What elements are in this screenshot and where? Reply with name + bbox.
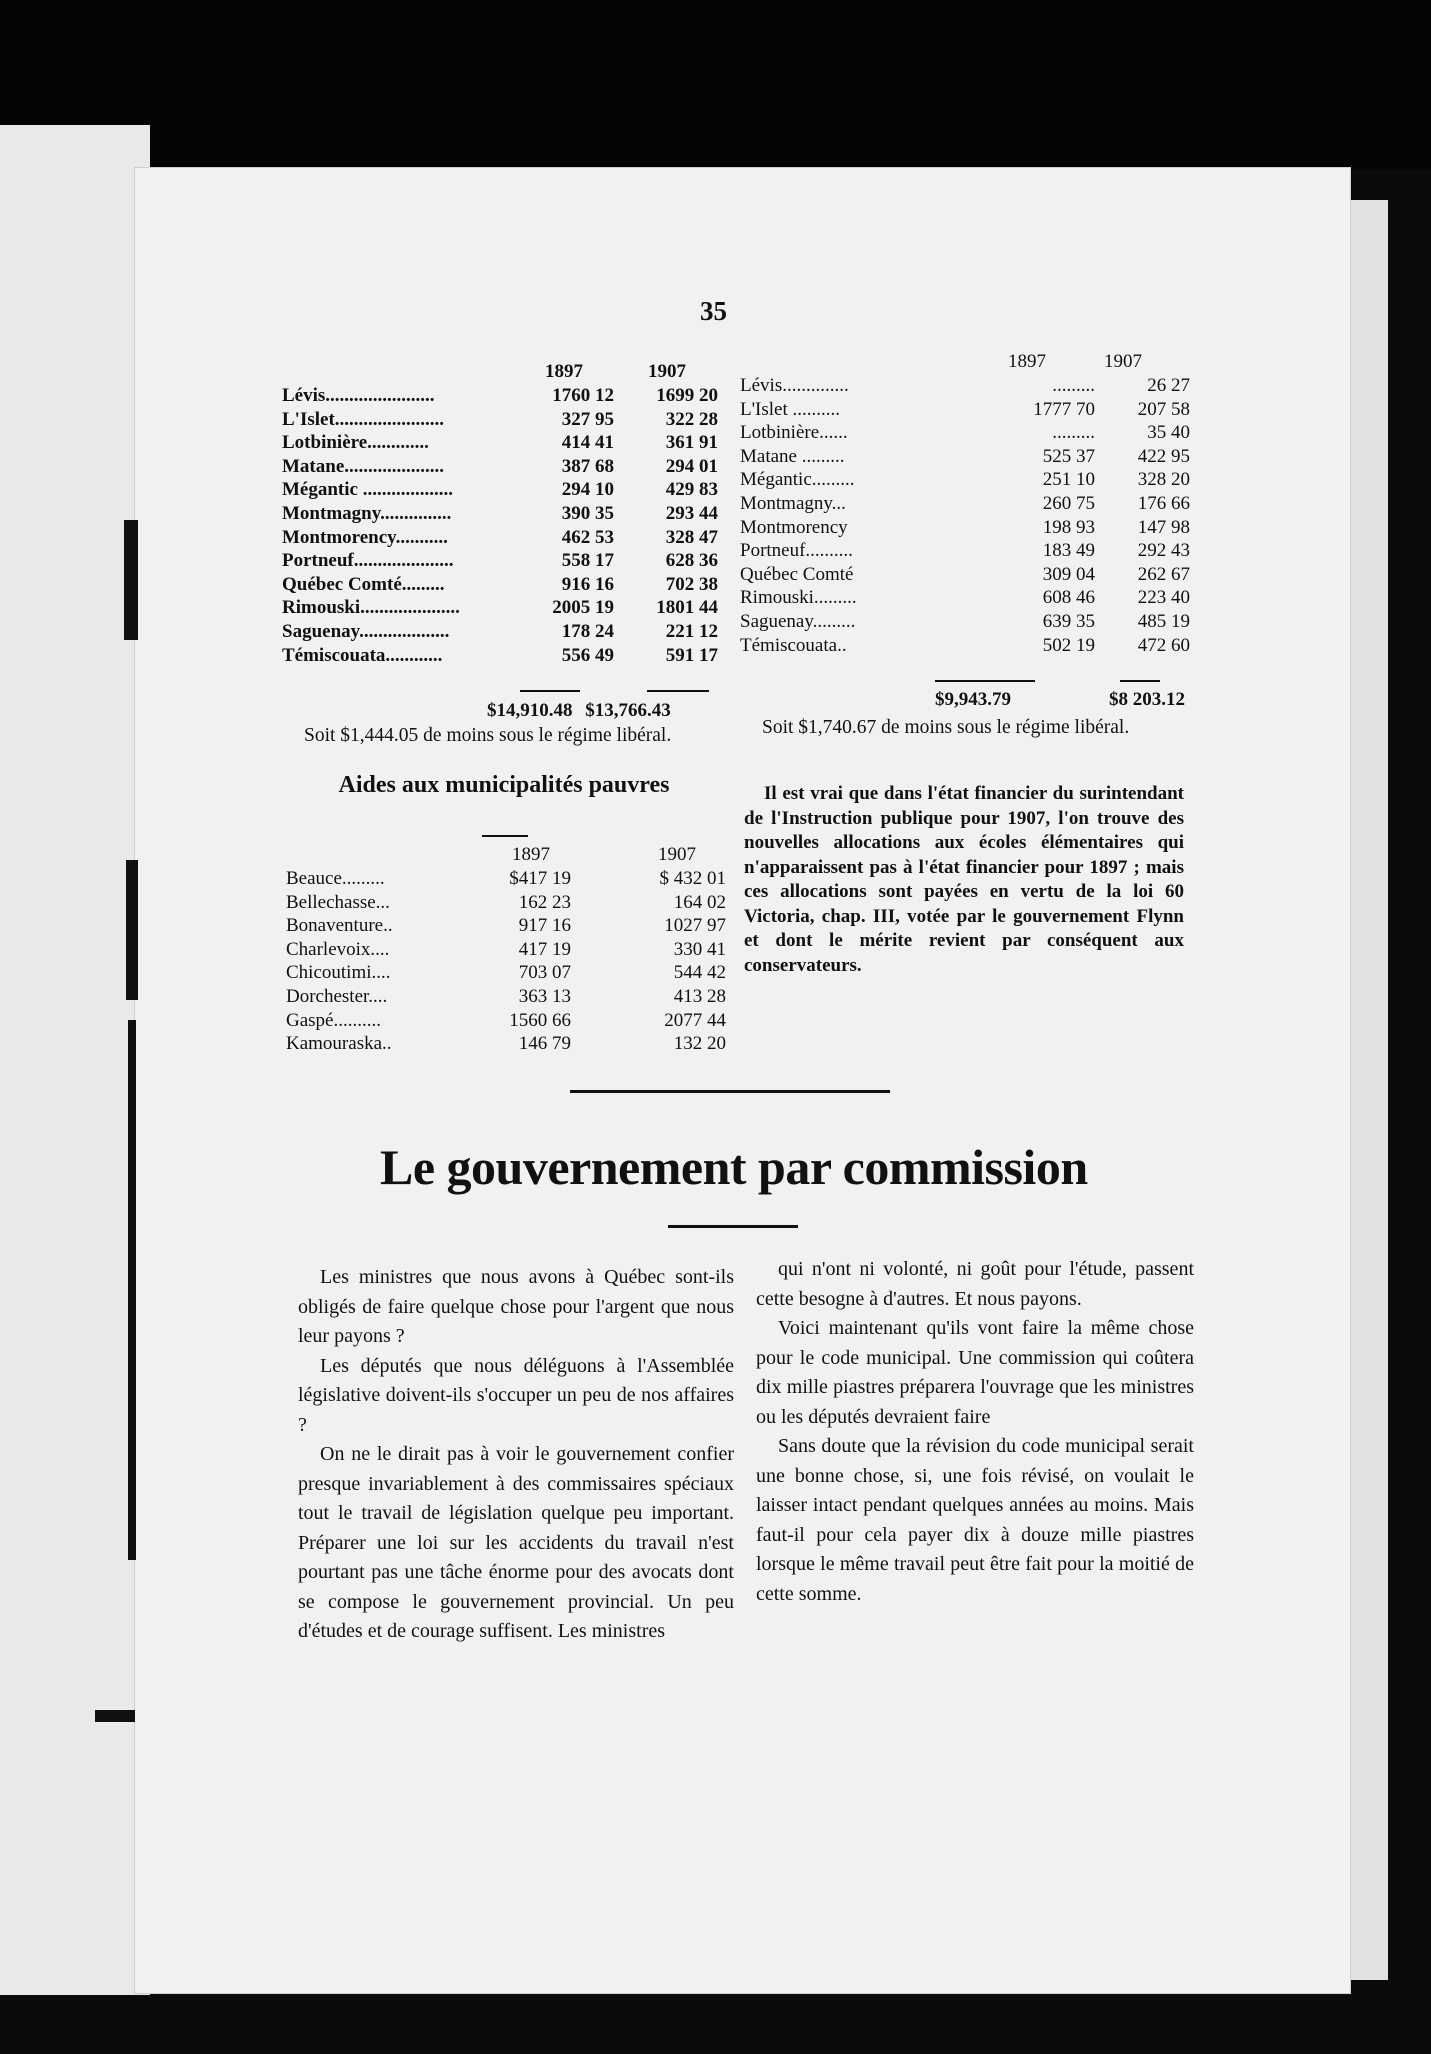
row-name: Montmagny... [740, 493, 846, 514]
row-name: Chicoutimi.... [286, 962, 391, 984]
row-name: Matane ......... [740, 445, 845, 467]
row-name: Rimouski......... [740, 587, 857, 609]
row-value-1907: 628 36 [665, 550, 718, 572]
row-name: Mégantic......... [740, 469, 855, 491]
row-value-1897: 1777 70 [1033, 398, 1095, 420]
row-value-1897: 462 53 [561, 526, 614, 548]
right-table-rule [935, 680, 1035, 682]
row-value-1897: 294 10 [561, 479, 614, 501]
table-row [282, 644, 732, 668]
row-value-1897: 1760 12 [552, 385, 614, 406]
right-table [740, 350, 1190, 690]
left-table-totals [487, 700, 671, 722]
table-row [740, 516, 1190, 540]
row-value-1897: ......... [1052, 422, 1095, 444]
table-row [282, 502, 732, 526]
binding-mark [124, 520, 138, 640]
row-value-1897: 608 46 [1042, 587, 1095, 609]
row-value-1907: 147 98 [1137, 516, 1190, 538]
row-value-1907: 164 02 [673, 891, 726, 913]
left-total-1897: $14,910.48 [487, 700, 573, 721]
row-value-1897: 558 17 [561, 550, 614, 572]
row-value-1907: 207 58 [1137, 398, 1190, 420]
section-top-rule [570, 1090, 890, 1093]
binding-mark [126, 860, 138, 1000]
right-table-header-1897: 1897 [1008, 351, 1046, 372]
table-row [282, 526, 732, 550]
row-value-1907: 1801 44 [656, 597, 718, 619]
row-name: Québec Comté [740, 563, 854, 585]
row-value-1907: 132 20 [673, 1033, 726, 1055]
body-right-paragraph: Voici maintenant qu'ils vont faire la même chose pour le code municipal. Une commission qui coûtera dix mille piastres préparera l'ouvrage que les ministres ou les députés devraient faire [756, 1317, 1194, 1428]
row-name: Charlevoix.... [286, 938, 390, 960]
right-total-1907: $8 203.12 [1109, 689, 1185, 710]
body-right-column [756, 1255, 1194, 1609]
left-table-header-1907: 1907 [648, 361, 686, 382]
row-value-1897: 502 19 [1042, 634, 1095, 656]
row-value-1907: 262 67 [1137, 563, 1190, 585]
row-name: Rimouski..................... [282, 597, 460, 619]
table-row [740, 610, 1190, 634]
left-table [282, 360, 732, 700]
row-value-1907: 221 12 [665, 621, 718, 642]
section-title: Le gouvernement par commission [380, 1139, 1088, 1195]
row-name: Témiscouata.. [740, 634, 847, 656]
row-value-1897: 1560 66 [509, 1009, 571, 1031]
row-value-1907: 413 28 [673, 986, 726, 1007]
page-shadow [1348, 200, 1388, 1980]
table-row [740, 445, 1190, 469]
left-table-note-text: Soit $1,444.05 de moins sous le régime libéral. [304, 725, 672, 746]
table-row [282, 596, 732, 620]
row-value-1907: 485 19 [1137, 611, 1190, 632]
body-left-paragraph: On ne le dirait pas à voir le gouvernement confier presque invariablement à des commissaires spéciaux tout le travail de législation quelque peu important. Préparer une loi sur les accidents du travail n'est pourtant pas une tâche énorme pour des avocats dont se compose le gouvernement provincial. Un peu d'études et de courage suffisent. Les ministres [298, 1443, 734, 1642]
row-value-1897: 178 24 [561, 621, 614, 642]
row-value-1897: 417 19 [518, 938, 571, 960]
row-value-1897: ......... [1052, 375, 1095, 396]
table-row [282, 455, 732, 479]
row-value-1907: 328 20 [1137, 469, 1190, 491]
right-table-header-1907: 1907 [1104, 351, 1142, 372]
table-row [286, 891, 736, 915]
row-value-1897: 703 07 [518, 962, 571, 984]
table-row [740, 563, 1190, 587]
row-name: Saguenay................... [282, 621, 450, 642]
table-row [286, 961, 736, 985]
row-value-1897: 309 04 [1042, 563, 1095, 585]
right-table-note [740, 715, 1182, 740]
row-name: Dorchester.... [286, 986, 388, 1007]
left-table-header-1897: 1897 [545, 361, 583, 382]
row-value-1897: 251 10 [1042, 469, 1095, 491]
table-row [282, 573, 732, 597]
row-value-1897: 387 68 [561, 455, 614, 477]
right-table-note-text: Soit $1,740.67 de moins sous le régime libéral. [762, 717, 1130, 738]
row-value-1907: 292 43 [1137, 540, 1190, 562]
right-table-rule [1120, 680, 1160, 682]
row-name: Kamouraska.. [286, 1033, 392, 1055]
row-value-1907: 591 17 [665, 644, 718, 666]
table-row [286, 1009, 736, 1033]
row-value-1907: 223 40 [1137, 587, 1190, 609]
row-name: Lévis....................... [282, 385, 435, 406]
row-value-1907: 176 66 [1137, 493, 1190, 514]
page-number: 35 [700, 296, 727, 326]
row-value-1907: 35 40 [1147, 422, 1190, 444]
row-value-1897: 556 49 [561, 644, 614, 666]
row-value-1907: 429 83 [665, 479, 718, 501]
table-row [740, 374, 1190, 398]
row-value-1907: 322 28 [665, 408, 718, 430]
right-table-totals [935, 689, 1185, 711]
table-row [282, 431, 732, 455]
row-value-1907: 294 01 [665, 455, 718, 477]
body-left-paragraph: Les ministres que nous avons à Québec sont-ils obligés de faire quelque chose pour l'argent que nous leur payons ? [298, 1266, 734, 1347]
row-value-1897: 162 23 [518, 891, 571, 913]
row-value-1907: 330 41 [673, 938, 726, 960]
row-name: Lotbinière...... [740, 422, 848, 444]
binding-mark [95, 1710, 135, 1722]
table-row [282, 408, 732, 432]
row-name: Bellechasse... [286, 891, 390, 913]
row-name: Portneuf.......... [740, 540, 853, 562]
body-right-paragraph: qui n'ont ni volonté, ni goût pour l'étude, passent cette besogne à d'autres. Et nous payons. [756, 1258, 1194, 1310]
row-value-1897: 363 13 [518, 986, 571, 1007]
row-name: Portneuf..................... [282, 550, 454, 572]
row-value-1897: 260 75 [1042, 493, 1095, 514]
row-name: Montmagny............... [282, 503, 452, 524]
row-value-1897: 198 93 [1042, 516, 1095, 538]
row-value-1907: $ 432 01 [659, 868, 726, 889]
table-row [286, 985, 736, 1009]
row-value-1907: 702 38 [665, 573, 718, 595]
row-name: L'Islet....................... [282, 408, 445, 430]
aides-table [286, 843, 736, 1083]
body-right-paragraph: Sans doute que la révision du code municipal serait une bonne chose, si, une fois révisé, on voulait le laisser intact pendant quelques années au moins. Mais faut-il pour cela payer dix à douze mille piastres lorsque le même travail peut être fait pour la moitié de cette somme. [756, 1435, 1194, 1605]
aides-title: Aides aux municipalités pauvres [338, 772, 670, 798]
row-name: Québec Comté......... [282, 573, 445, 595]
row-name: Montmorency........... [282, 526, 448, 548]
left-table-rule [520, 690, 580, 692]
row-value-1897: 525 37 [1042, 445, 1095, 467]
left-table-note [282, 723, 724, 748]
row-value-1897: $417 19 [509, 868, 571, 889]
body-left-paragraph: Les députés que nous déléguons à l'Assemblée législative doivent-ils s'occuper un peu de nos affaires ? [298, 1354, 734, 1436]
aides-header-1907: 1907 [658, 844, 696, 865]
row-value-1897: 639 35 [1042, 611, 1095, 632]
table-row [282, 549, 732, 573]
right-paragraph [744, 782, 1184, 978]
table-row [740, 586, 1190, 610]
right-total-1897: $9,943.79 [935, 689, 1011, 710]
table-row [282, 384, 732, 408]
table-row [740, 468, 1190, 492]
row-value-1897: 146 79 [518, 1033, 571, 1055]
row-value-1907: 2077 44 [664, 1009, 726, 1031]
row-name: Beauce......... [286, 868, 385, 889]
row-name: Bonaventure.. [286, 915, 393, 937]
aides-title-rule [482, 835, 528, 837]
table-row [740, 539, 1190, 563]
right-paragraph-text: Il est vrai que dans l'état financier du surintendant de l'Instruction publique pour 1907, l'on trouve des nouvelles allocations aux écoles élémentaires qui n'apparaissent pas à l'état financier pour 1897 ; mais ces allocations sont payées en vertu de la loi 60 Victoria, chap. III, votée par le gouvernement Flynn et dont le mérite revient par conséquent aux conservateurs. [744, 783, 1184, 976]
table-row [286, 867, 736, 891]
table-row [286, 938, 736, 962]
row-value-1897: 390 35 [561, 503, 614, 524]
row-name: Montmorency [740, 516, 848, 538]
aides-header-1897: 1897 [512, 844, 550, 865]
table-row [282, 478, 732, 502]
row-name: Témiscouata............ [282, 644, 443, 666]
table-row [740, 398, 1190, 422]
row-value-1907: 544 42 [673, 962, 726, 984]
row-value-1907: 26 27 [1147, 375, 1190, 396]
body-left-column [298, 1263, 734, 1647]
row-value-1897: 414 41 [561, 432, 614, 454]
row-value-1907: 293 44 [665, 503, 718, 524]
row-name: Gaspé.......... [286, 1009, 381, 1031]
binding-mark [128, 1020, 136, 1560]
row-value-1897: 2005 19 [552, 597, 614, 619]
row-value-1897: 327 95 [561, 408, 614, 430]
table-row [740, 634, 1190, 658]
row-value-1907: 472 60 [1137, 634, 1190, 656]
row-value-1897: 916 16 [561, 573, 614, 595]
table-row [282, 620, 732, 644]
table-row [286, 1032, 736, 1056]
row-value-1907: 1027 97 [664, 915, 726, 937]
row-value-1907: 361 91 [665, 432, 718, 454]
row-value-1907: 1699 20 [656, 385, 718, 406]
section-bottom-rule [668, 1225, 798, 1228]
table-row [286, 914, 736, 938]
row-value-1897: 183 49 [1042, 540, 1095, 562]
row-name: Matane..................... [282, 455, 445, 477]
table-row [740, 421, 1190, 445]
scan-background [0, 0, 1431, 170]
row-name: Lévis.............. [740, 375, 849, 396]
left-table-rule [647, 690, 709, 692]
row-value-1907: 328 47 [665, 526, 718, 548]
left-total-1907: $13,766.43 [585, 700, 671, 721]
row-value-1897: 917 16 [518, 915, 571, 937]
row-name: Lotbinière............. [282, 432, 429, 454]
row-name: Saguenay......... [740, 611, 856, 632]
row-name: Mégantic ................... [282, 479, 453, 501]
row-name: L'Islet .......... [740, 398, 840, 420]
table-row [740, 492, 1190, 516]
row-value-1907: 422 95 [1137, 445, 1190, 467]
